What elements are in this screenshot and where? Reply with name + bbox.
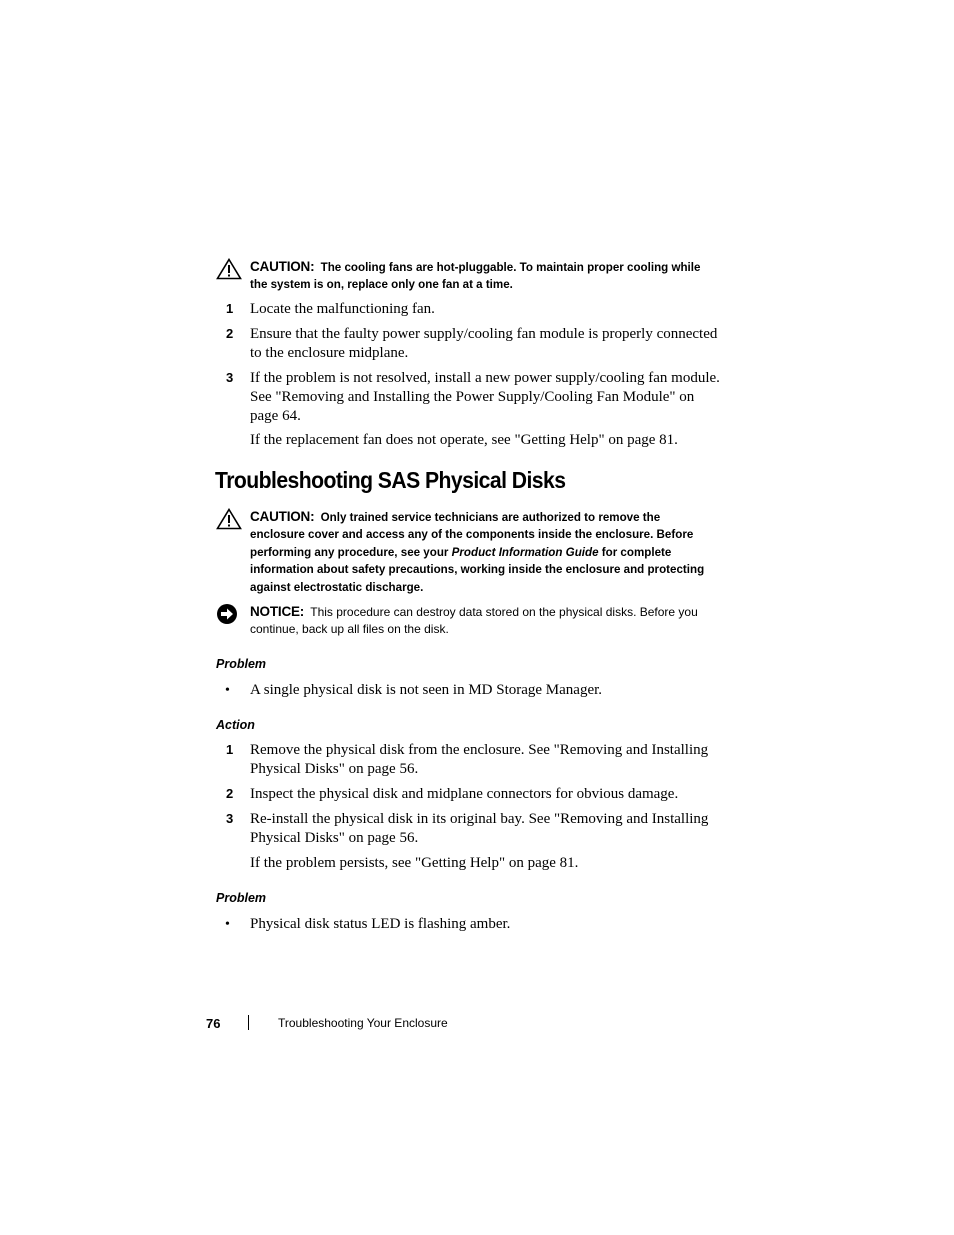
list-item (226, 369, 726, 426)
step-text: Inspect the physical disk and midplane connectors for obvious damage. (250, 786, 679, 802)
step-number: 2 (226, 326, 234, 341)
fan-followup-text: If the replacement fan does not operate, see "Getting Help" on page 81. (250, 432, 678, 448)
problem-subheading: Problem (216, 891, 267, 905)
step-number: 3 (226, 370, 234, 385)
caution-text: Only trained service technicians are authorized to remove the enclosure cover and access any of the components inside the enclosure. Before performing any procedure, see your (250, 511, 694, 559)
bullet-marker: • (225, 683, 230, 698)
notice-arrow-icon (216, 603, 240, 632)
step-text: If the problem is not resolved, install a new power supply/cooling fan module. See "Removing and Installing the Power Supply/Cooling Fan Module" on page 64. (250, 370, 720, 424)
bullet-text: A single physical disk is not seen in MD Storage Manager. (250, 682, 603, 698)
list-item (226, 741, 726, 779)
step-number: 1 (226, 301, 234, 316)
bullet-marker: • (225, 917, 230, 932)
section-heading: Troubleshooting SAS Physical Disks (215, 467, 566, 493)
list-item (226, 300, 726, 319)
warning-triangle-icon (216, 508, 242, 535)
step-text: Re-install the physical disk in its original bay. See "Removing and Installing Physical Disks" on page 56. (250, 811, 709, 846)
footer-chapter-title: Troubleshooting Your Enclosure (278, 1016, 448, 1030)
caution-label: CAUTION: (250, 509, 315, 524)
step-number: 3 (226, 811, 234, 826)
footer-divider (248, 1015, 249, 1030)
action-followup-text: If the problem persists, see "Getting Help" on page 81. (250, 855, 579, 871)
step-number: 1 (226, 742, 234, 757)
bullet-text: Physical disk status LED is flashing amber. (250, 916, 511, 932)
caution-label: CAUTION: (250, 259, 315, 274)
list-item (226, 810, 726, 848)
list-item (225, 915, 725, 934)
guide-title: Product Information Guide (451, 545, 599, 559)
warning-triangle-icon (216, 258, 242, 285)
notice-label: NOTICE: (250, 604, 305, 619)
problem-subheading: Problem (216, 657, 267, 671)
action-subheading: Action (216, 718, 255, 732)
step-number: 2 (226, 786, 234, 801)
list-item (226, 785, 726, 804)
page-number: 76 (206, 1016, 221, 1031)
list-item (226, 325, 726, 363)
notice-callout (216, 603, 716, 639)
caution-callout (216, 508, 716, 596)
step-text: Locate the malfunctioning fan. (250, 301, 435, 317)
step-text: Remove the physical disk from the enclosure. See "Removing and Installing Physical Disks" on page 56. (250, 742, 709, 777)
notice-text: This procedure can destroy data stored on the physical disks. Before you continue, back up all files on the disk. (250, 605, 698, 637)
step-text: Ensure that the faulty power supply/cooling fan module is properly connected to the enclosure midplane. (250, 326, 718, 361)
caution-text: The cooling fans are hot-pluggable. To maintain proper cooling while the system is on, replace only one fan at a time. (250, 261, 701, 292)
caution-callout (216, 258, 716, 294)
caution-text-continued: for complete information about safety precautions, working inside the enclosure and protecting against electrostatic discharge. (250, 545, 705, 594)
list-item (225, 681, 725, 700)
